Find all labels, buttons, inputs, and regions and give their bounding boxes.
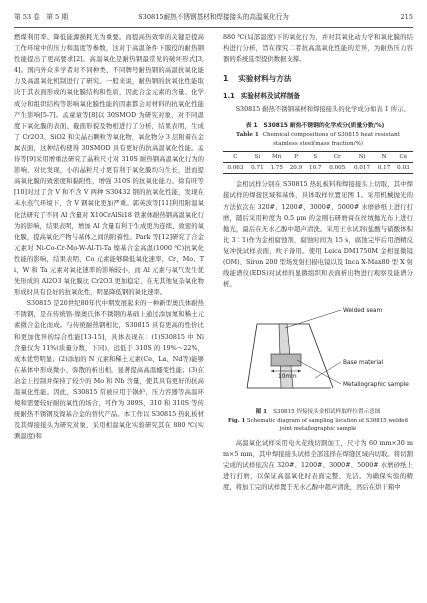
figure-label: 图 1: [255, 409, 268, 416]
body-paragraph: S30815 是20世纪80年代中期发展起来的一种新型奥氏体耐热不锈钢，是在传统铬-镍奥氏体不锈钢的基础上通过添加氮和稀土元素微合金化而成。与传统耐热钢相比，S30815 具有更高的性价比和更加优异的综合性能[13-15]，具体表现在：(1)S30815 中 Ni 含量仅为 11%(质量分数，下同)，远低于 310S 的 19%～22%，成本优势明显；(2)添加的 N 元素和稀土元素(Ce、La、Nd等)能够在基体中形成微小、弥散的析出相，显著提高高温蠕变性能；(3)在冶金上控制并保持了较少的 Mo 和 Nb 含量，使其具有更好的抗高温氧化性能。因此，S30815 常被应用于锅炉、压力容器等高温环境和需要较好耐抗氧性的场合，可作为 309S、310 和 310S 等传统耐热不锈钢及镍基合金的替代产品。本工作以 S30815 热轧板材及其焊接接头为研究对象，采用相温氧化实验研究其在 880 ℃(实测温度)和: [14, 300, 204, 441]
table-cell: 0.005: [325, 163, 350, 174]
table-title-cn: S30815 耐热不锈钢的化学成分(质量分数/%): [263, 123, 385, 130]
figure-sampling-schematic: [223, 296, 413, 406]
right-column: [223, 32, 413, 493]
section-title: 实验材料与方法: [238, 74, 292, 84]
header-rule: [14, 27, 413, 28]
table-header-cell: P: [286, 152, 305, 163]
body-paragraph: S30815 耐热不锈钢基材和焊接接头的化学成分如表 1 所示。: [235, 106, 410, 114]
metallographic-sample-block: [271, 354, 301, 366]
schematic-drawing: [223, 296, 413, 406]
section-heading: [223, 73, 413, 84]
figure-title-cn: S30815 焊接接头金相试样取样位置示意图: [273, 409, 381, 416]
table-cell: 0.063: [223, 163, 248, 174]
running-header: [14, 10, 413, 24]
page-number: 215: [400, 13, 413, 21]
body-paragraph: 高温氧化试样采用电火花线切割加工，尺寸为 60 mm×30 mm×5 mm，其中焊接接头试样全部选择在焊缝区域内切取。将切割完成的试样依次在 320#、1200#、3000#、5000# 水磨砂纸上进行打磨，以保证高温氧化时表面完整、光洁。为确保实验的精度，将加工完的试样置于无水乙醇中超声清洗，然后在烘干箱中: [223, 439, 413, 492]
label-metallographic-sample: Metallographic sample: [343, 382, 409, 389]
dimension-arrowhead: [271, 370, 274, 372]
table-cell: 0.03: [394, 163, 413, 174]
body-paragraph: 880 ℃(局部温度)下的氧化行为，并对其氧化动力学和氧化膜的结构进行分析，旨在探究二者抗高温氧化性能的差异，为耐热压力容器的系统选型提供数据支撑。: [223, 34, 413, 64]
plate-edge: [247, 324, 257, 388]
subsection-heading: [223, 91, 413, 102]
journal-issue: 第 53 卷 第 5 期: [14, 13, 68, 21]
body-paragraph: 金相试样分别在 S30815 热轧板料和焊接接头上切取，其中焊接试样的焊接区域和基体，具体取样位置见图 1。采用机械抛光的方法依次在 320#、1200#、3000#、5000# 水磨砂纸上进行打磨，随后采用粒度为 0.5 μm 的金刚石研磨膏在丝绒抛光布上进行抛光，最后在无水乙醇中超声清洗。采用王水试剂(盐酸与硝酸体积比 3∶1)作为金相腐蚀剂，腐蚀时间为 15 s，腐蚀完毕后用酒精反复冲洗试样表面，吹干备用。使用 Leica DM1750M 金相显微镜(OM)、Siron 200 型场发射扫描电镜以及 Inca X-Max80 型 X 射线能谱仪(EDS)对试样的显微组织和表面析出物进行观察及能谱分析。: [223, 181, 413, 289]
table-header-row: [223, 152, 413, 163]
table-cell: 1.75: [267, 163, 286, 174]
subsection-number: 1.1: [223, 92, 235, 101]
figure-label-en: Fig. 1: [228, 417, 246, 424]
label-welded-seam: Welded seam: [343, 308, 383, 315]
table-header-cell: Ni: [350, 152, 375, 163]
dimension-arrowhead: [298, 370, 301, 372]
table-header-cell: Ce: [394, 152, 413, 163]
table-header-cell: N: [374, 152, 393, 163]
body-paragraph: 燃煤利用率、降低能源损耗尤为重要。而提高热效率的关键是提高工作环境中的压力和温度等参数，这对于高温条件下服役的耐热钢性能提出了更高要求[2]。高温氧化是耐热钢最常见的破坏形式[3,4]。国内外众多学者对不同种类、不同牌号耐热钢的高温抗氧化能力及高温氧化机制进行了研究。一般来说，耐热钢的抗氧化性能取决于其表面形成的氧化膜结构和性质，因此合金元素的含量、化学成分和组织结构等影响氧化膜性能的因素都会对材料的抗氧化性能产生影响[5-7]。孟童童等[8]以 30SMOD 为研究对象，对不同温度下氧化膜的表面、截面形貌及物相进行了分析，结果表明，生成了 Cr2O3、SiO2 和尖晶石颗粒等氧化物，氧化物分 3 层附着在金属表面，这种结构使得 30SMOD 具有更好的抗高温氧化性能。孟侍等[9]采用增重法研究了晶粒尺寸对 310S 耐热钢高温氧化行为的影响，对比发现，小的晶粒尺寸更有利于氧化膜均匀生长，进而提高氧化膜的致密度和黏附性，增强 310S 的抗氧化能力。徐有旺等[10]对过了含 V 和不含 V 两种 S30432 钢的抗氧化性能，发现在未水蒸气环境下，含 V 钢氧化更加严重。郭英波等[11]利用附温氧化法研究了不同 Al 含量对 X10CrAlSi18 铁素体耐热钢高温氧化行为的影响，结果表明，增加 Al 含量有利于生成更为连续、致密的氧化膜，提高氧化产物与基体之间的附着性。Park 等[12]研究了合金元素对 Ni-Co-Cr-Mo-W-Al-Ti-Ta 镍基合金高温(1000 ℃)抗氧化性能的影响，结果表明，Co 元素能够降低氧化速率，Cr、Mo、Ti、W 和 Ta 元素对氧化速率的影响较小，而 Al 元素与氧气发生优先形成的 Al2O3 氧化膜比 Cr2O3 更加稳定，在无其他复杂氧化物形成时具有良好的抗氧化性，明显降低钢的氧化速率。: [14, 34, 204, 297]
table-header-cell: Cr: [325, 152, 350, 163]
composition-table: [223, 151, 413, 174]
table-header-cell: Si: [248, 152, 267, 163]
leader-line: [297, 360, 341, 384]
table-row: [223, 163, 413, 174]
leader-line: [285, 310, 341, 328]
label-base-material: Base material: [343, 360, 384, 367]
table-cell: 0.71: [248, 163, 267, 174]
table-cell: 10.7: [306, 163, 325, 174]
table-cell: 0.17: [374, 163, 393, 174]
figure-caption: [223, 408, 413, 433]
table-title-en: Chemical compositions of S30815 heat resistant stainless steel(mass fraction/%): [262, 132, 400, 147]
table-header-cell: C: [223, 152, 248, 163]
table-label-en: Table 1: [236, 132, 259, 139]
subsection-title: 实验材料及试样制备: [240, 92, 301, 101]
table-header-cell: Mn: [267, 152, 286, 163]
table-caption: [223, 122, 413, 148]
table-cell: 0.017: [350, 163, 375, 174]
section-number: 1: [223, 74, 229, 84]
dimension-label: 10mm: [278, 374, 297, 381]
figure-title-en: Schematic diagram of sampling location of S30815 welded joint metallographic sample: [246, 417, 408, 432]
table-header-cell: S: [306, 152, 325, 163]
table-label: 表 1: [245, 123, 258, 130]
table-cell: 20.9: [286, 163, 305, 174]
left-column: [14, 32, 204, 442]
running-title: S30815耐热不锈钢基材和焊接接头的高温氧化行为: [138, 13, 289, 21]
